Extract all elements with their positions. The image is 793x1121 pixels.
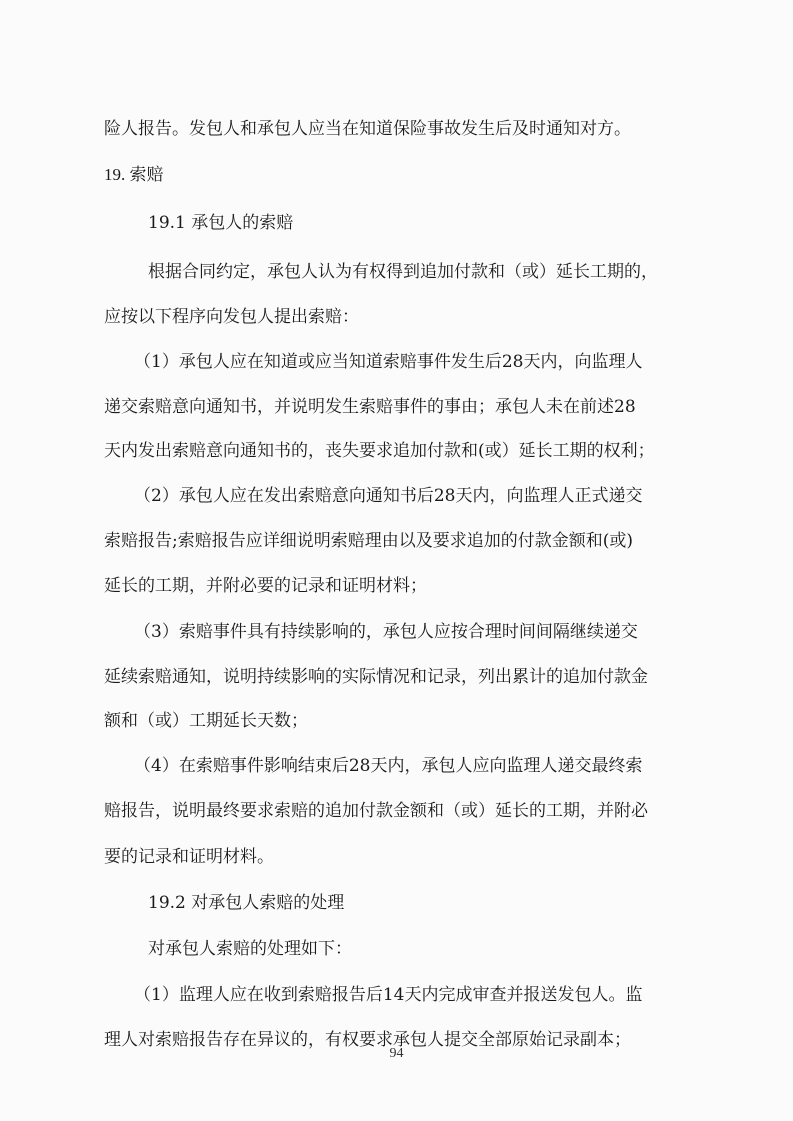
list-item-line: 索赔报告;索赔报告应详细说明索赔理由以及要求追加的付款金额和(或) <box>104 531 633 551</box>
list-item-line: （1）监理人应在收到索赔报告后14天内完成审查并报送发包人。监 <box>134 985 643 1005</box>
list-item-line: 延长的工期，并附必要的记录和证明材料； <box>104 576 427 596</box>
paragraph-line: 险人报告。发包人和承包人应当在知道保险事故发生后及时通知对方。 <box>104 119 631 139</box>
section-heading: 19. 索赔 <box>104 165 164 184</box>
page-number: 94 <box>389 1046 404 1061</box>
list-item-line: （2）承包人应在发出索赔意向通知书后28天内，向监理人正式递交 <box>134 486 643 506</box>
list-item-line: 赔报告，说明最终要求索赔的追加付款金额和（或）延长的工期，并附必 <box>104 801 648 821</box>
list-item-line: （4）在索赔事件影响结束后28天内，承包人应向监理人递交最终索 <box>134 756 643 776</box>
paragraph-line: 根据合同约定，承包人认为有权得到追加付款和（或）延长工期的， <box>148 262 658 282</box>
list-item-line: 延续索赔通知，说明持续影响的实际情况和记录，列出累计的追加付款金 <box>104 667 648 687</box>
list-item-line: 天内发出索赔意向通知书的，丧失要求追加付款和(或）延长工期的权利； <box>104 441 655 461</box>
paragraph-line: 对承包人索赔的处理如下： <box>148 939 352 959</box>
list-item-line: 额和（或）工期延长天数； <box>104 711 308 731</box>
list-item-line: （3）索赔事件具有持续影响的，承包人应按合理时间间隔继续递交 <box>134 622 638 642</box>
paragraph-line: 应按以下程序向发包人提出索赔： <box>104 307 359 327</box>
list-item-line: 递交索赔意向通知书，并说明发生索赔事件的事由；承包人未在前述28 <box>104 397 636 417</box>
subsection-heading: 19.2 对承包人索赔的处理 <box>148 893 345 913</box>
list-item-line: （1）承包人应在知道或应当知道索赔事件发生后28天内，向监理人 <box>134 352 643 372</box>
list-item-line: 要的记录和证明材料。 <box>104 847 274 867</box>
subsection-heading: 19.1 承包人的索赔 <box>148 213 294 233</box>
list-item-line: 理人对索赔报告存在异议的，有权要求承包人提交全部原始记录副本； <box>104 1030 631 1050</box>
